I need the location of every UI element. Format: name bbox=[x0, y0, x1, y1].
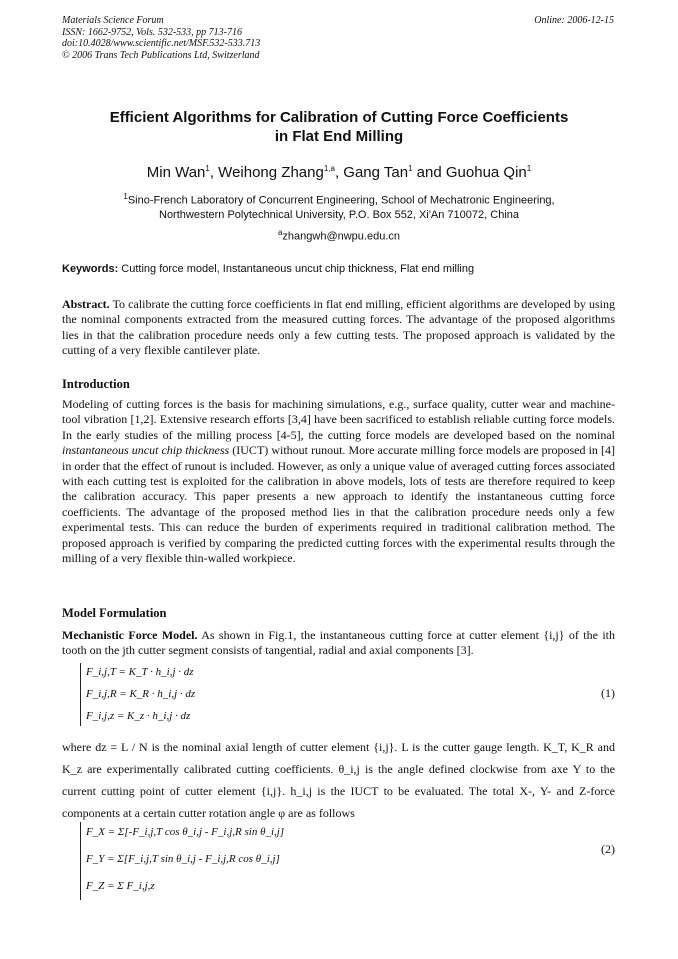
author-3-sup: 1 bbox=[408, 164, 413, 173]
online-date: Online: 2006-12-15 bbox=[534, 15, 614, 26]
keywords-text: Cutting force model, Instantaneous uncut chip thickness, Flat end milling bbox=[118, 263, 475, 275]
author-2-sup: 1,a bbox=[323, 164, 335, 173]
eq2-brace bbox=[80, 822, 81, 900]
email bbox=[60, 228, 618, 243]
affiliation-line-1: Sino-French Laboratory of Concurrent Engineering, School of Mechatronic Engineering, bbox=[127, 194, 555, 207]
author-list bbox=[60, 164, 618, 181]
intro-text-a: Modeling of cutting forces is the basis for machining simulations, e.g., surface quality, cutter wear and machine-tool vibration [1,2]. Extensive research efforts [3,4] have been sacrificed to establish reliable cutting force models. In the early studies of the milling process [4-5], the cutting force models are developed based on the nominal bbox=[62, 397, 615, 442]
abstract bbox=[62, 297, 615, 359]
eq1-line-1: F_i,j,T = K_T · h_i,j · dz bbox=[86, 666, 194, 678]
eq2-line-3: F_Z = Σ F_i,j,z bbox=[86, 880, 155, 892]
model-heading: Model Formulation bbox=[62, 606, 167, 620]
affiliation-sup: 1 bbox=[123, 192, 128, 201]
paper-title bbox=[60, 108, 618, 146]
introduction-heading: Introduction bbox=[62, 377, 130, 391]
introduction-text bbox=[62, 397, 615, 566]
eq2-line-1: F_X = Σ[-F_i,j,T cos θ_i,j - F_i,j,R sin θ_i,j] bbox=[86, 826, 285, 838]
doi-link[interactable]: doi:10.4028/www.scientific.net/MSF.532-533.713 bbox=[62, 38, 261, 49]
model-sublabel: Mechanistic Force Model. bbox=[62, 628, 198, 642]
journal-name: Materials Science Forum bbox=[62, 15, 164, 26]
model-para1: As shown in Fig.1, the instantaneous cutting force at cutter element {i,j} of the ith tooth on the jth cutter segment consists of tangential, radial and axial components [3]. bbox=[62, 628, 615, 658]
eq2-line-2: F_Y = Σ[F_i,j,T sin θ_i,j - F_i,j,R cos θ_i,j] bbox=[86, 853, 280, 865]
abstract-label: Abstract. bbox=[62, 297, 110, 311]
copyright: © 2006 Trans Tech Publications Ltd, Switzerland bbox=[62, 49, 260, 61]
affiliation bbox=[60, 190, 618, 223]
author-1: Min Wan bbox=[146, 164, 206, 181]
keywords bbox=[62, 263, 474, 275]
affiliation-line-2: Northwestern Polytechnical University, P.O. Box 552, Xi'An 710072, China bbox=[159, 209, 519, 222]
intro-text-em: instantaneous uncut chip thickness bbox=[62, 443, 230, 458]
issn: ISSN: 1662-9752, Vols. 532-533, pp 713-716 bbox=[62, 26, 242, 38]
keywords-label: Keywords: bbox=[62, 263, 119, 275]
author-4-sup: 1 bbox=[526, 164, 532, 173]
author-1-sup: 1 bbox=[205, 164, 210, 173]
journal-header bbox=[62, 15, 260, 61]
title-line-2: in Flat End Milling bbox=[274, 128, 404, 145]
eq1-number: (1) bbox=[601, 686, 615, 700]
eq2-number: (2) bbox=[601, 842, 615, 856]
eq1-line-2: F_i,j,R = K_R · h_i,j · dz bbox=[86, 688, 196, 700]
eq1-brace bbox=[80, 663, 81, 726]
intro-text-b: (IUCT) without runout. More accurate milling force models are proposed in [4] in order that the effect of runout is included. However, as only a unique value of averaged cutting forces associated with each cutting test is exploited for the calibration in above models, lots of tests are therefore required to keep the calibration accuracy. This paper presents a new approach to identify the instantaneous cutting force coefficients. The advantage of the proposed method lies in that the calibration procedure needs only a few experimental tests. This can reduce the burden of experiments required in traditional calibration method. The proposed approach is verified by comparing the predicted cutting forces with the experimental results through the milling of a very flexible thin-walled workpiece. bbox=[62, 443, 615, 566]
author-3: , Gang Tan bbox=[334, 164, 409, 181]
author-2: , Weihong Zhang bbox=[209, 164, 324, 181]
title-line-1: Efficient Algorithms for Calibration of Cutting Force Coefficients bbox=[109, 109, 569, 126]
model-paragraph-1 bbox=[62, 628, 615, 659]
eq1-line-3: F_i,j,z = K_z · h_i,j · dz bbox=[86, 710, 191, 722]
email-sup: a bbox=[277, 228, 283, 237]
model-paragraph-2: where dz = L / N is the nominal axial length of cutter element {i,j}. L is the cutter gauge length. K_T, K_R and K_z are experimentally calibrated cutting coefficients. θ_i,j is the angle defined clockwise from axe Y to the current cutting point of cutter element {i,j}. h_i,j is the IUCT to be evaluated. The total X-, Y- and Z-force components at a certain cutter rotation angle φ are as follows bbox=[62, 740, 615, 820]
email-address[interactable]: zhangwh@nwpu.edu.cn bbox=[282, 230, 401, 243]
abstract-text: To calibrate the cutting force coefficients in flat end milling, efficient algorithms are developed by using the nominal components extracted from the measured cutting forces. The advantage of the proposed algorithms lies in that the calibration procedure needs only a few cutting tests. The proposed approach is validated by the cutting of a very flexible cantilever plate. bbox=[62, 297, 615, 358]
author-4: and Guohua Qin bbox=[412, 164, 527, 181]
